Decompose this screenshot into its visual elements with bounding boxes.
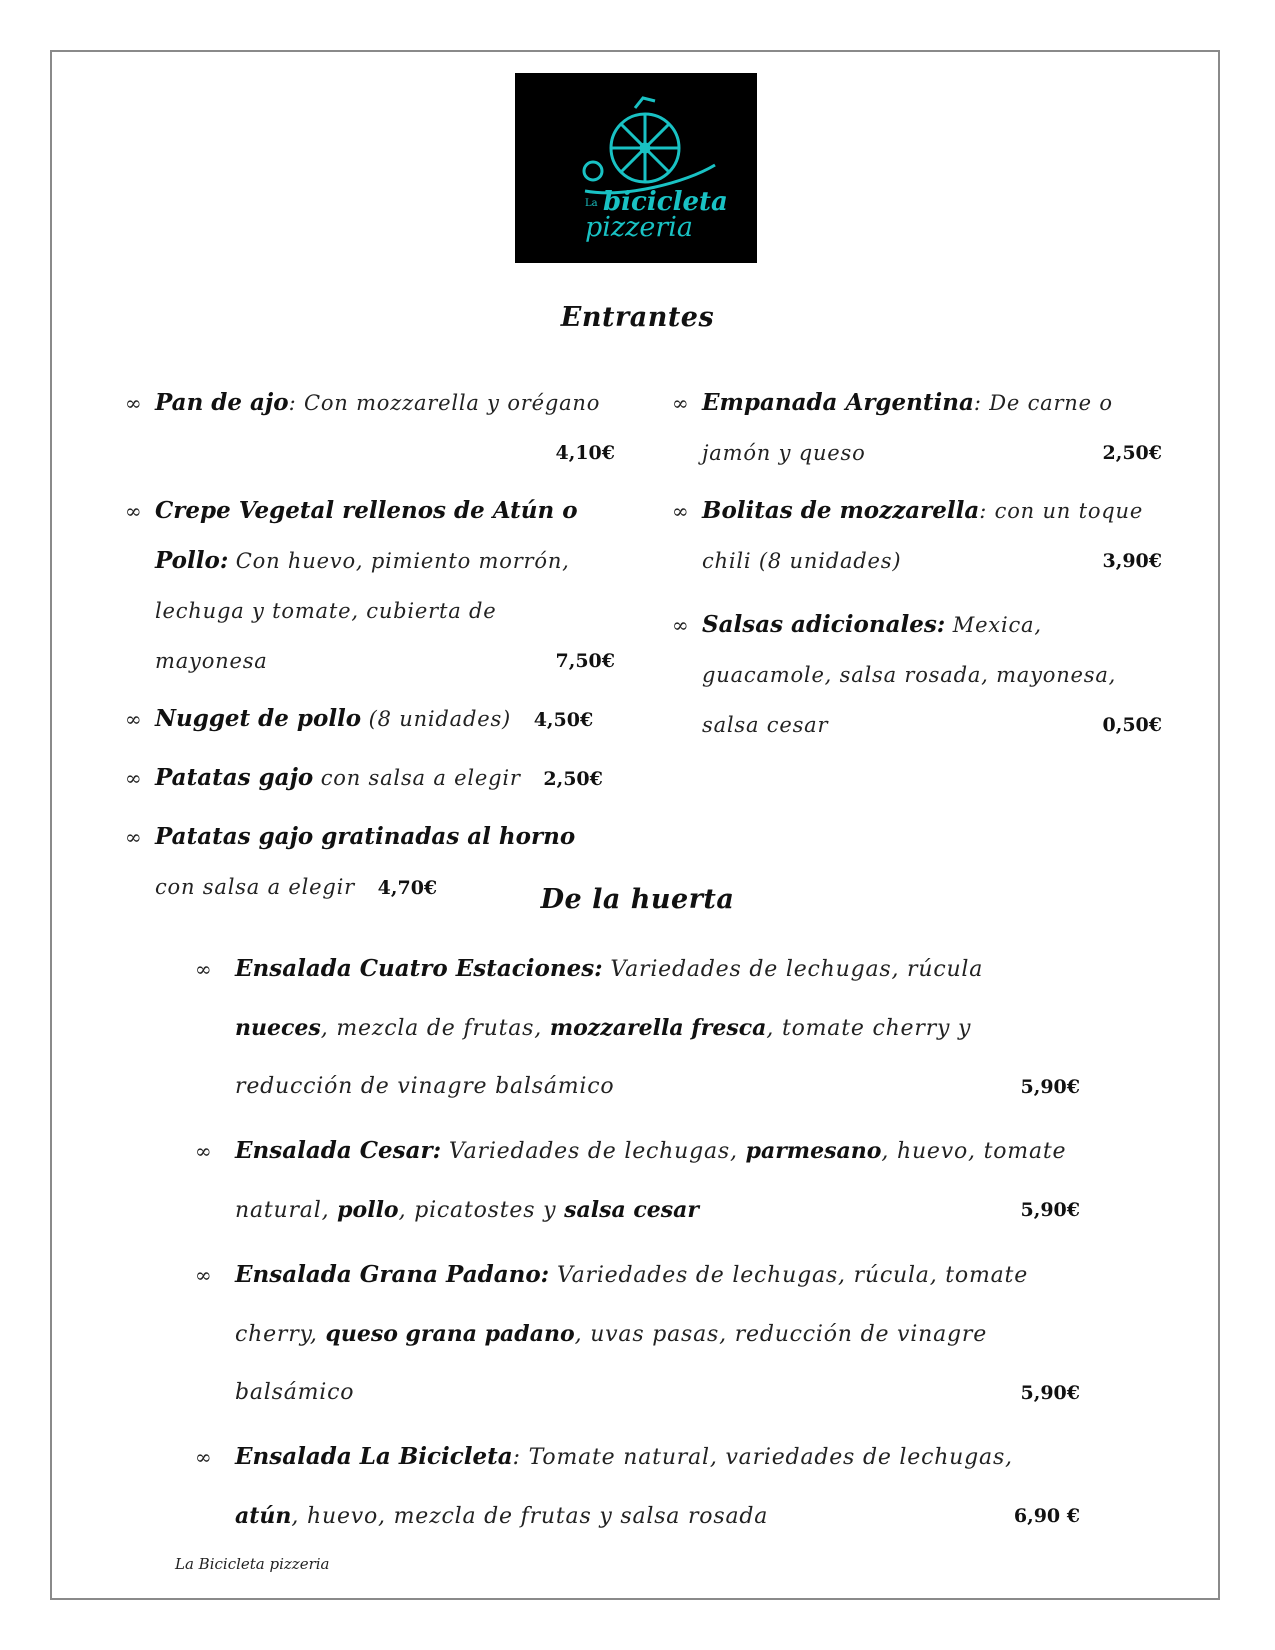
item-desc-part: , picatostes y [398,1198,565,1223]
menu-item [195,1428,1080,1546]
item-highlight: parmesano [745,1138,882,1164]
infinity-bullet-icon: ∞ [195,1263,212,1287]
menu-item [125,486,615,686]
logo-pizzeria: pizzeria [585,212,693,243]
infinity-bullet-icon: ∞ [672,613,689,637]
item-name: Salsas adicionales: [702,611,946,638]
infinity-bullet-icon: ∞ [672,391,689,415]
item-desc: con un toque chili (8 unidades) [702,499,1144,573]
item-desc: con salsa a elegir [313,766,521,790]
item-desc-part: , uvas pasas, reducción de vinagre balsámico [235,1322,988,1405]
infinity-bullet-icon: ∞ [672,499,689,523]
item-desc: De carne o jamón y queso [702,391,1113,465]
menu-item [125,753,615,804]
item-desc-part: : Tomate natural, variedades de lechugas, [512,1445,1013,1470]
menu-item [672,378,1162,478]
item-price: 3,90€ [1102,550,1162,572]
logo-bicicleta: bicicleta [603,187,728,217]
item-price: 5,90€ [1020,1076,1080,1098]
item-name: Patatas gajo [155,764,314,791]
bicycle-logo-icon [515,73,757,263]
item-highlight: queso grana padano [325,1321,575,1347]
item-desc-part: Variedades de lechugas, [441,1139,746,1164]
item-name: Pan de ajo [155,389,289,416]
item-desc-part: , mezcla de frutas, [320,1016,550,1041]
item-desc: Mexica, guacamole, salsa rosada, mayonesa, salsa cesar [702,613,1117,737]
item-name: Patatas gajo gratinadas al horno [155,823,576,850]
brand-logo [515,73,757,263]
menu-item [195,940,1080,1116]
item-price: 5,90€ [1020,1382,1080,1404]
item-desc-part: , huevo, tomate natural, [235,1139,1067,1223]
infinity-bullet-icon: ∞ [125,499,142,523]
item-name: Ensalada Grana Padano: [235,1261,550,1288]
item-highlight: atún [235,1503,292,1529]
menu-item [125,378,615,478]
item-name: Ensalada La Bicicleta [235,1443,513,1470]
item-price: 4,10€ [555,442,615,464]
menu-item [125,694,615,745]
item-desc: (8 unidades) [361,707,512,731]
footer-text: La Bicicleta pizzeria [175,1555,330,1573]
item-desc-part: Variedades de lechugas, rúcula [602,957,984,982]
item-price: 7,50€ [555,650,615,672]
item-price: 0,50€ [1102,714,1162,736]
infinity-bullet-icon: ∞ [195,957,212,981]
item-desc: Con mozzarella y orégano [296,391,601,415]
menu-item [672,486,1162,586]
item-sep: : [288,391,297,415]
infinity-bullet-icon: ∞ [125,391,142,415]
item-desc: Con huevo, pimiento morrón, lechuga y tomate, cubierta de mayonesa [155,549,570,673]
item-name: Crepe Vegetal rellenos de Atún o Pollo: [155,497,578,574]
infinity-bullet-icon: ∞ [125,766,142,790]
item-highlight: nueces [235,1015,321,1041]
item-name: Ensalada Cesar: [235,1137,442,1164]
item-desc: con salsa a elegir [155,875,355,899]
item-name: Empanada Argentina [702,389,974,416]
item-price: 2,50€ [543,768,603,790]
item-name: Ensalada Cuatro Estaciones: [235,955,603,982]
infinity-bullet-icon: ∞ [195,1139,212,1163]
infinity-bullet-icon: ∞ [195,1445,212,1469]
item-price: 6,90 € [1013,1505,1080,1527]
entrantes-left-column [125,378,615,921]
item-price: 4,70€ [377,877,438,899]
item-price: 5,90€ [1020,1199,1080,1221]
item-price: 4,50€ [533,709,594,731]
item-highlight: pollo [337,1197,399,1223]
logo-la: La [585,198,598,209]
menu-item [195,1122,1080,1240]
menu-item [672,600,1162,750]
item-name: Bolitas de mozzarella [702,497,980,524]
item-sep: : [979,499,988,523]
item-name: Nugget de pollo [155,705,362,732]
infinity-bullet-icon: ∞ [125,825,142,849]
item-highlight: mozzarella fresca [549,1015,767,1041]
section-title-huerta: De la huerta [540,884,735,915]
item-sep: : [973,391,982,415]
item-desc-part: Variedades de lechugas, rúcula, tomate cherry, [235,1263,1029,1347]
section-title-entrantes: Entrantes [560,302,715,333]
menu-item [195,1246,1080,1422]
item-desc-part: , huevo, mezcla de frutas y salsa rosada [291,1504,769,1529]
entrantes-right-column [672,378,1162,758]
huerta-list [195,940,1080,1552]
item-desc-part: , tomate cherry y reducción de vinagre balsámico [235,1016,972,1099]
infinity-bullet-icon: ∞ [125,707,142,731]
item-highlight: salsa cesar [564,1197,700,1223]
item-price: 2,50€ [1102,442,1162,464]
